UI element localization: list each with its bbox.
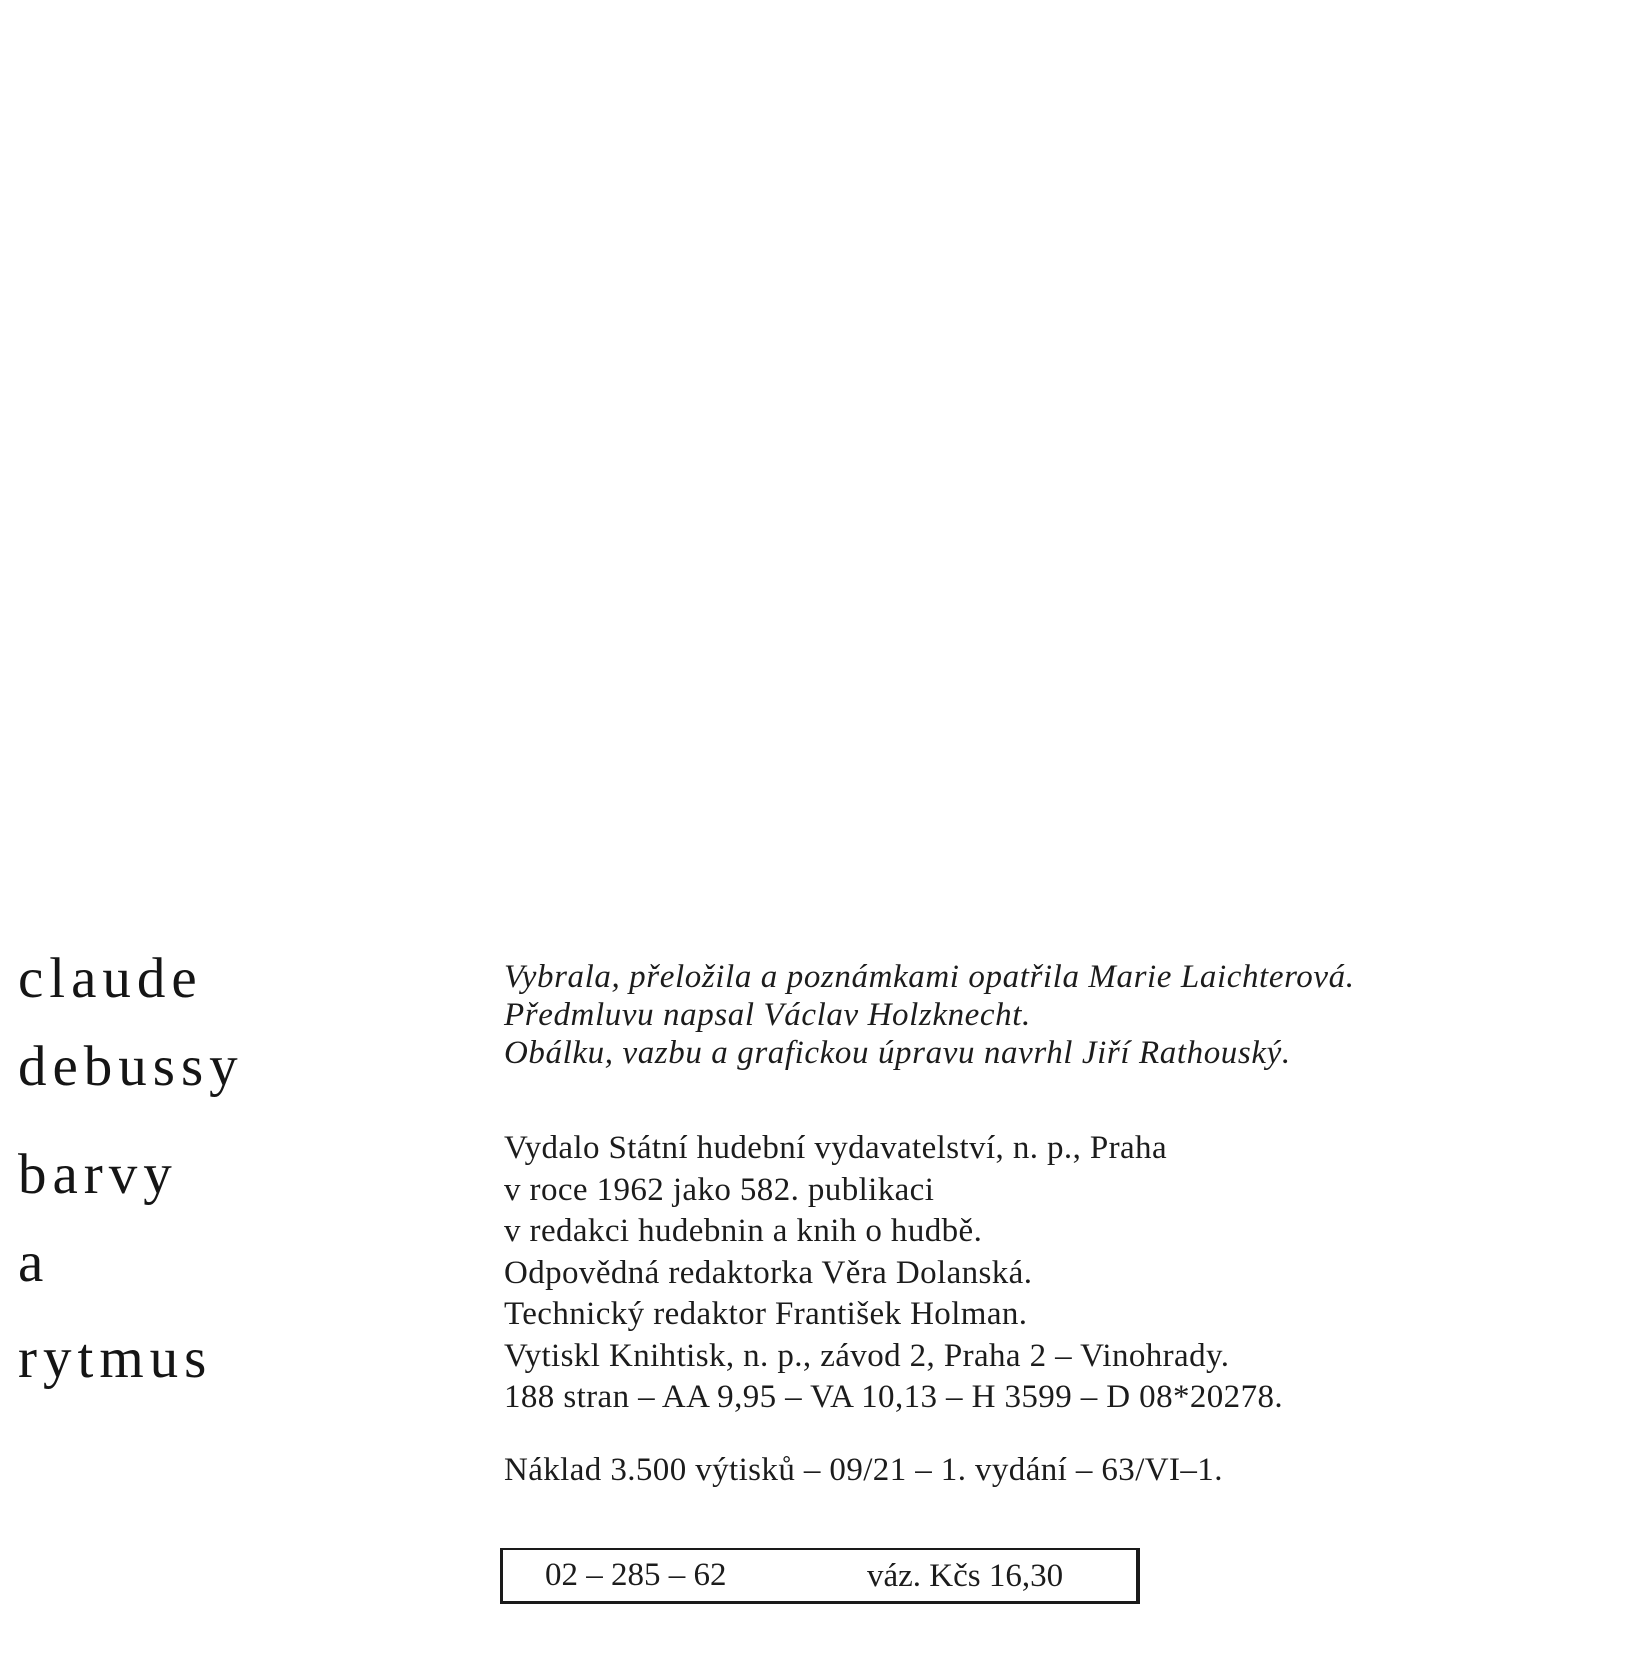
work-title-line-1: barvy — [18, 1143, 178, 1206]
author-first-name: claude — [18, 947, 203, 1010]
imprint-line: Vydalo Státní hudební vydavatelství, n. p., Praha — [504, 1130, 1168, 1166]
credits-block — [504, 958, 1614, 1072]
work-title-line-3: rytmus — [18, 1327, 213, 1390]
catalog-code: 02 – 285 – 62 — [545, 1557, 727, 1593]
imprint-line: v roce 1962 jako 582. publikaci — [504, 1171, 935, 1208]
credit-translator: Vybrala, přeložila a poznámkami opatřila Marie Laichterová. — [504, 959, 1355, 995]
imprint-line: Odpovědná redaktorka Věra Dolanská. — [504, 1254, 1033, 1291]
imprint-line: Technický redaktor František Holman. — [504, 1296, 1028, 1332]
price-box — [500, 1548, 1140, 1604]
edition-line: Náklad 3.500 výtisků – 09/21 – 1. vydání – 63/VI–1. — [504, 1452, 1223, 1488]
credit-design: Obálku, vazbu a grafickou úpravu navrhl Jiří Rathouský. — [504, 1035, 1291, 1071]
imprint-block — [504, 1128, 1614, 1419]
imprint-line: Vytiskl Knihtisk, n. p., závod 2, Praha 2 – Vinohrady. — [504, 1337, 1230, 1374]
author-last-name: debussy — [18, 1035, 244, 1098]
imprint-line: v redakci hudebnin a knih o hudbě. — [504, 1213, 983, 1249]
work-title-line-2: a — [18, 1231, 50, 1294]
imprint-line: 188 stran – AA 9,95 – VA 10,13 – H 3599 – D 08*20278. — [504, 1379, 1284, 1415]
credit-foreword: Předmluvu napsal Václav Holzknecht. — [504, 997, 1031, 1033]
price-label: váz. Kčs 16,30 — [867, 1558, 1064, 1594]
